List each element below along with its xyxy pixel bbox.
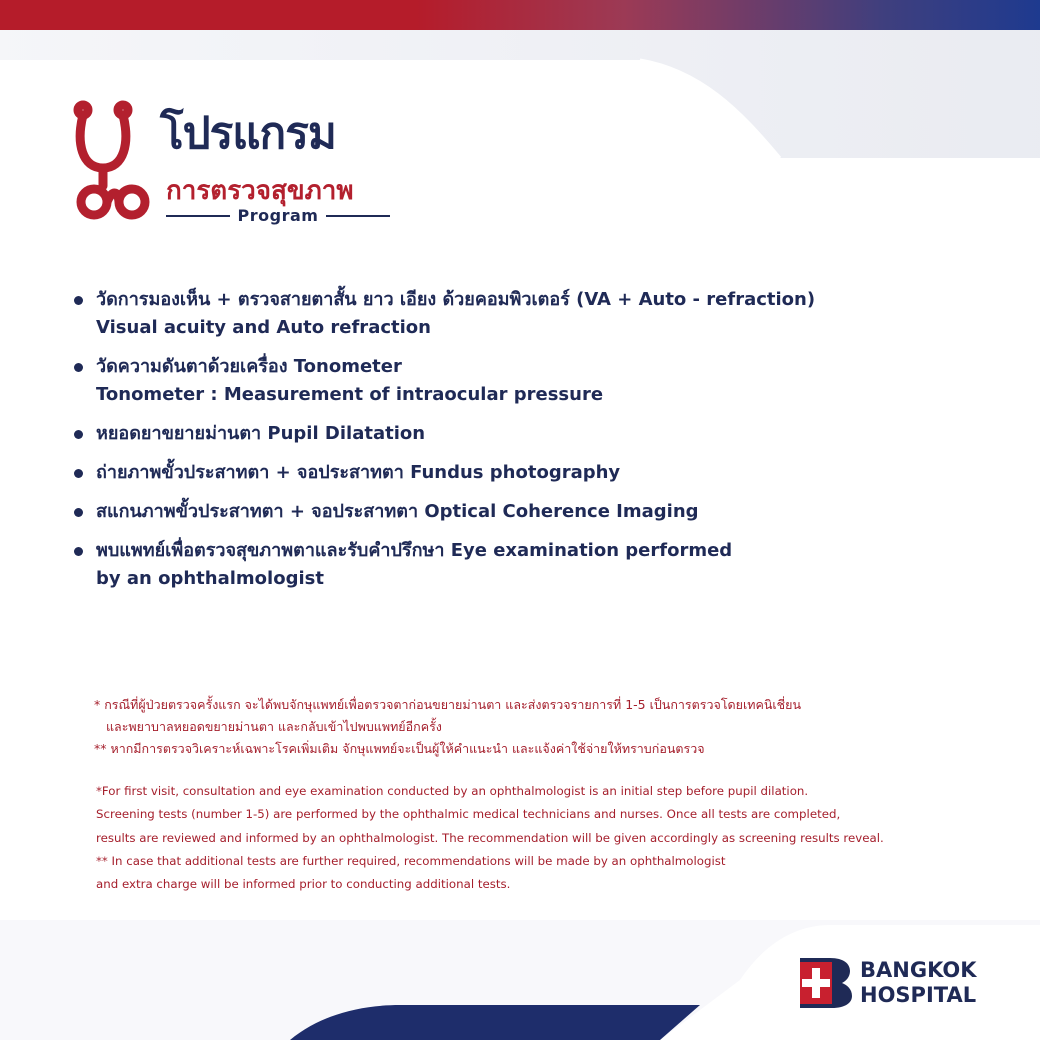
logo-line: BANGKOK bbox=[860, 958, 977, 982]
list-item bbox=[70, 498, 950, 526]
list-item bbox=[70, 420, 950, 448]
note-line: และพยาบาลหยอดขยายม่านตา และกลับเข้าไปพบแพทย์อีกครั้ง bbox=[106, 719, 442, 734]
stethoscope-icon bbox=[72, 98, 158, 228]
item-text: พบแพทย์เพื่อตรวจสุขภาพตาและรับคำปรึกษา Eye examination performed bbox=[96, 540, 733, 561]
bullet-icon bbox=[74, 547, 83, 556]
bullet-icon bbox=[74, 430, 83, 439]
divider bbox=[326, 215, 390, 217]
list-item bbox=[70, 353, 950, 409]
item-text: วัดการมองเห็น + ตรวจสายตาสั้น ยาว เอียง ด้วยคอมพิวเตอร์ (VA + Auto - refraction) bbox=[96, 289, 816, 310]
item-text-en: Tonometer : Measurement of intraocular pressure bbox=[96, 384, 604, 405]
bullet-icon bbox=[74, 469, 83, 478]
logo-text bbox=[860, 958, 977, 1008]
page-title: โปรแกรม bbox=[160, 108, 336, 159]
page-subtitle: การตรวจสุขภาพ bbox=[166, 176, 354, 206]
hospital-cross-logo-icon bbox=[800, 958, 852, 1008]
notes-english bbox=[96, 780, 996, 896]
program-label bbox=[166, 206, 390, 225]
note-line: Screening tests (number 1-5) are performed by the ophthalmic medical technicians and nurses. Once all tests are completed, bbox=[96, 807, 841, 822]
note-line: *For first visit, consultation and eye examination conducted by an ophthalmologist is an initial step before pupil dilation. bbox=[96, 784, 809, 798]
divider bbox=[166, 215, 230, 217]
list-item bbox=[70, 537, 950, 593]
item-text: ถ่ายภาพขั้วประสาทตา + จอประสาทตา Fundus photography bbox=[96, 462, 621, 483]
bangkok-hospital-logo bbox=[800, 958, 1010, 1010]
note-line: ** หากมีการตรวจวิเคราะห์เฉพาะโรคเพิ่มเติม จักษุแพทย์จะเป็นผู้ให้คำแนะนำ และแจ้งค่าใช้จ่ายให้ทราบก่อนตรวจ bbox=[94, 741, 705, 756]
item-text-en: Visual acuity and Auto refraction bbox=[96, 317, 431, 338]
item-text: หยอดยาขยายม่านตา Pupil Dilatation bbox=[96, 423, 426, 444]
bullet-icon bbox=[74, 508, 83, 517]
note-line: and extra charge will be informed prior to conducting additional tests. bbox=[96, 877, 511, 892]
program-text: Program bbox=[237, 206, 319, 225]
note-line: ** In case that additional tests are further required, recommendations will be made by an ophthalmologist bbox=[96, 853, 726, 868]
header bbox=[72, 98, 412, 228]
item-text-en: by an ophthalmologist bbox=[96, 568, 324, 589]
item-text: วัดความดันตาด้วยเครื่อง Tonometer bbox=[96, 356, 402, 377]
note-line: * กรณีที่ผู้ป่วยตรวจครั้งแรก จะได้พบจักษุแพทย์เพื่อตรวจตาก่อนขยายม่านตา และส่งตรวจรายการที่ 1-5 เป็นการตรวจโดยเทคนิเชี่ยน bbox=[94, 697, 802, 712]
list-item bbox=[70, 286, 950, 342]
bullet-icon bbox=[74, 363, 83, 372]
note-line: results are reviewed and informed by an ophthalmologist. The recommendation will be given accordingly as screening results reveal. bbox=[96, 830, 884, 845]
list-item bbox=[70, 459, 950, 487]
notes-thai bbox=[94, 694, 974, 760]
bullet-icon bbox=[74, 296, 83, 305]
item-text: สแกนภาพขั้วประสาทตา + จอประสาทตา Optical Coherence Imaging bbox=[96, 501, 699, 522]
logo-line: HOSPITAL bbox=[860, 983, 977, 1007]
program-list bbox=[70, 286, 950, 604]
